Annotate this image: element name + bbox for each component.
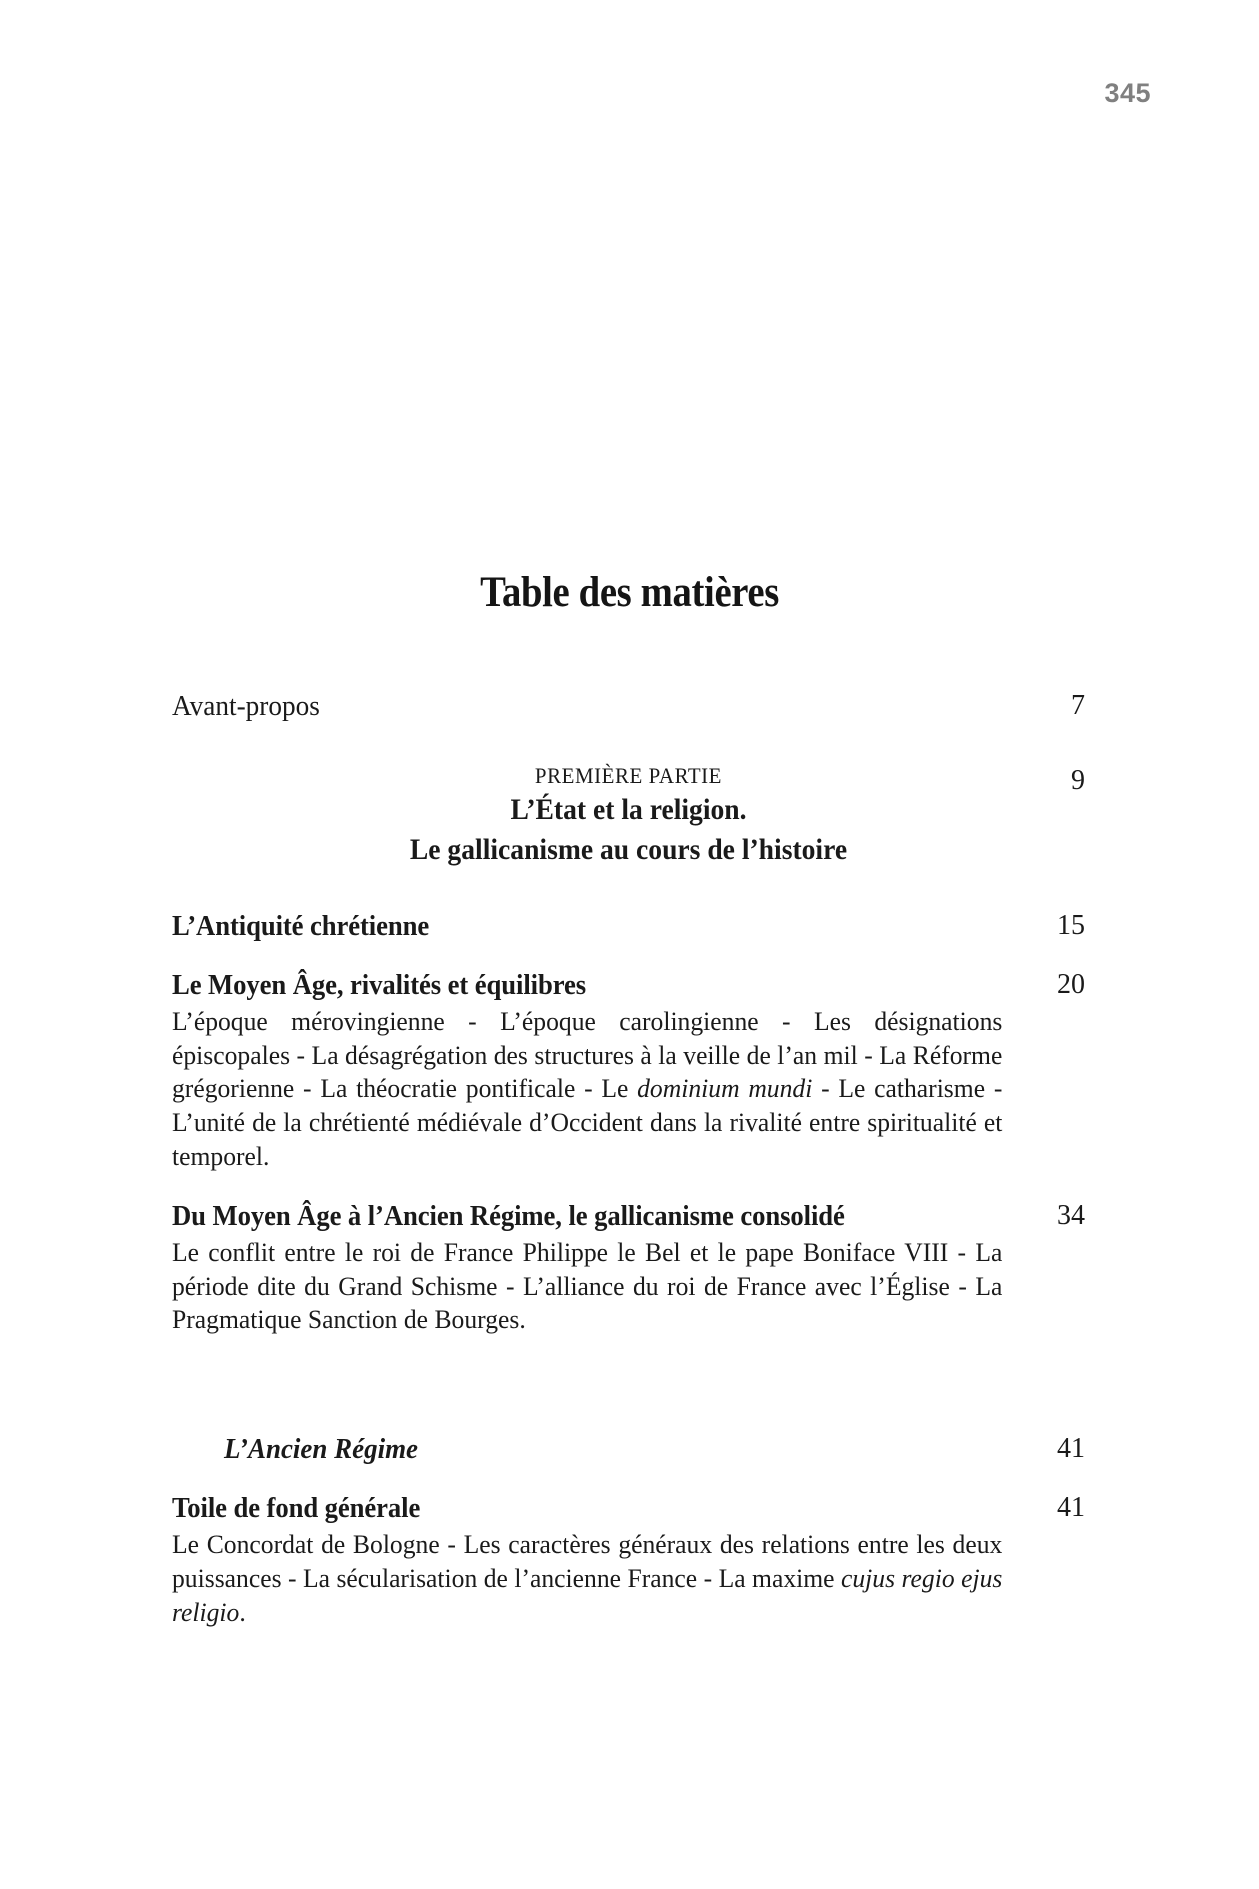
- description-text-part-1: Le Concordat de Bologne - Les caractères généraux des relations entre les deux puissances - La sécularisation de l’ancienne France - La maxime: [172, 1530, 1003, 1593]
- toc-entry-page: 15: [1057, 909, 1085, 941]
- description-text-part-1: L’époque mérovingienne - L’époque carolingienne - Les désignations épiscopales - La désagrégation des structures à la veille de l’an mil - La Réforme grégorienne - La théocratie pontificale - Le: [172, 1006, 1003, 1104]
- toc-entry-avant-propos[interactable]: [172, 690, 1085, 723]
- spacer: [172, 870, 1085, 910]
- spacer: [172, 723, 1085, 763]
- description-text-part-2: - Le catharisme - L’unité de la chrétienté médiévale d’Occident dans la rivalité entre spiritualité et temporel.: [172, 1074, 1003, 1171]
- spacer: [172, 1174, 1085, 1200]
- part-kicker: PREMIÈRE PARTIE: [534, 763, 723, 788]
- description-text-part-2: .: [239, 1597, 246, 1627]
- toc-entry-label: L’Antiquité chrétienne: [172, 909, 430, 942]
- toc-entry-label: Toile de fond générale: [172, 1492, 421, 1525]
- table-of-contents: [172, 690, 1085, 1630]
- toc-entry-description: [172, 1005, 1002, 1174]
- description-italic-term: dominium mundi: [637, 1074, 813, 1104]
- toc-part-one[interactable]: [172, 763, 1085, 870]
- part-title-line-1: L’État et la religion.: [510, 793, 747, 826]
- toc-entry-page: 41: [1057, 1433, 1085, 1465]
- toc-entry-description: [172, 1528, 1002, 1629]
- toc-entry-label: Le Moyen Âge, rivalités et équilibres: [172, 968, 587, 1001]
- toc-entry-page: 41: [1057, 1492, 1085, 1524]
- page-title: Table des matières: [480, 569, 779, 616]
- toc-entry-page: 20: [1057, 968, 1085, 1000]
- spacer: [172, 943, 1085, 969]
- toc-entry-label: Avant-propos: [172, 690, 320, 722]
- toc-entry-label: Du Moyen Âge à l’Ancien Régime, le gallicanisme consolidé: [172, 1199, 845, 1232]
- toc-entry-label: L’Ancien Régime: [224, 1433, 419, 1466]
- toc-subpart-ancien-regime[interactable]: [172, 1433, 1085, 1466]
- spacer: [172, 1466, 1085, 1492]
- part-title-line-2: Le gallicanisme au cours de l’histoire: [409, 833, 848, 867]
- toc-entry-antiquite-chretienne[interactable]: [172, 910, 1085, 943]
- spacer: [172, 1337, 1085, 1433]
- toc-entry-moyen-age[interactable]: [172, 969, 1085, 1002]
- toc-entry-page: 7: [1071, 690, 1085, 721]
- toc-entry-toile-de-fond-generale[interactable]: [172, 1492, 1085, 1525]
- page-number: 345: [1104, 78, 1151, 108]
- description-italic-term: cujus regio ejus religio: [172, 1563, 1003, 1627]
- toc-entry-page: 9: [1071, 765, 1085, 796]
- toc-entry-page: 34: [1057, 1199, 1085, 1231]
- toc-entry-description: Le conflit entre le roi de France Philippe le Bel et le pape Boniface VIII - La période dite du Grand Schisme - L’alliance du roi de France avec l’Église - La Pragmatique Sanction de Bourges.: [172, 1237, 1003, 1335]
- toc-entry-du-moyen-age-ancien-regime[interactable]: [172, 1200, 1085, 1233]
